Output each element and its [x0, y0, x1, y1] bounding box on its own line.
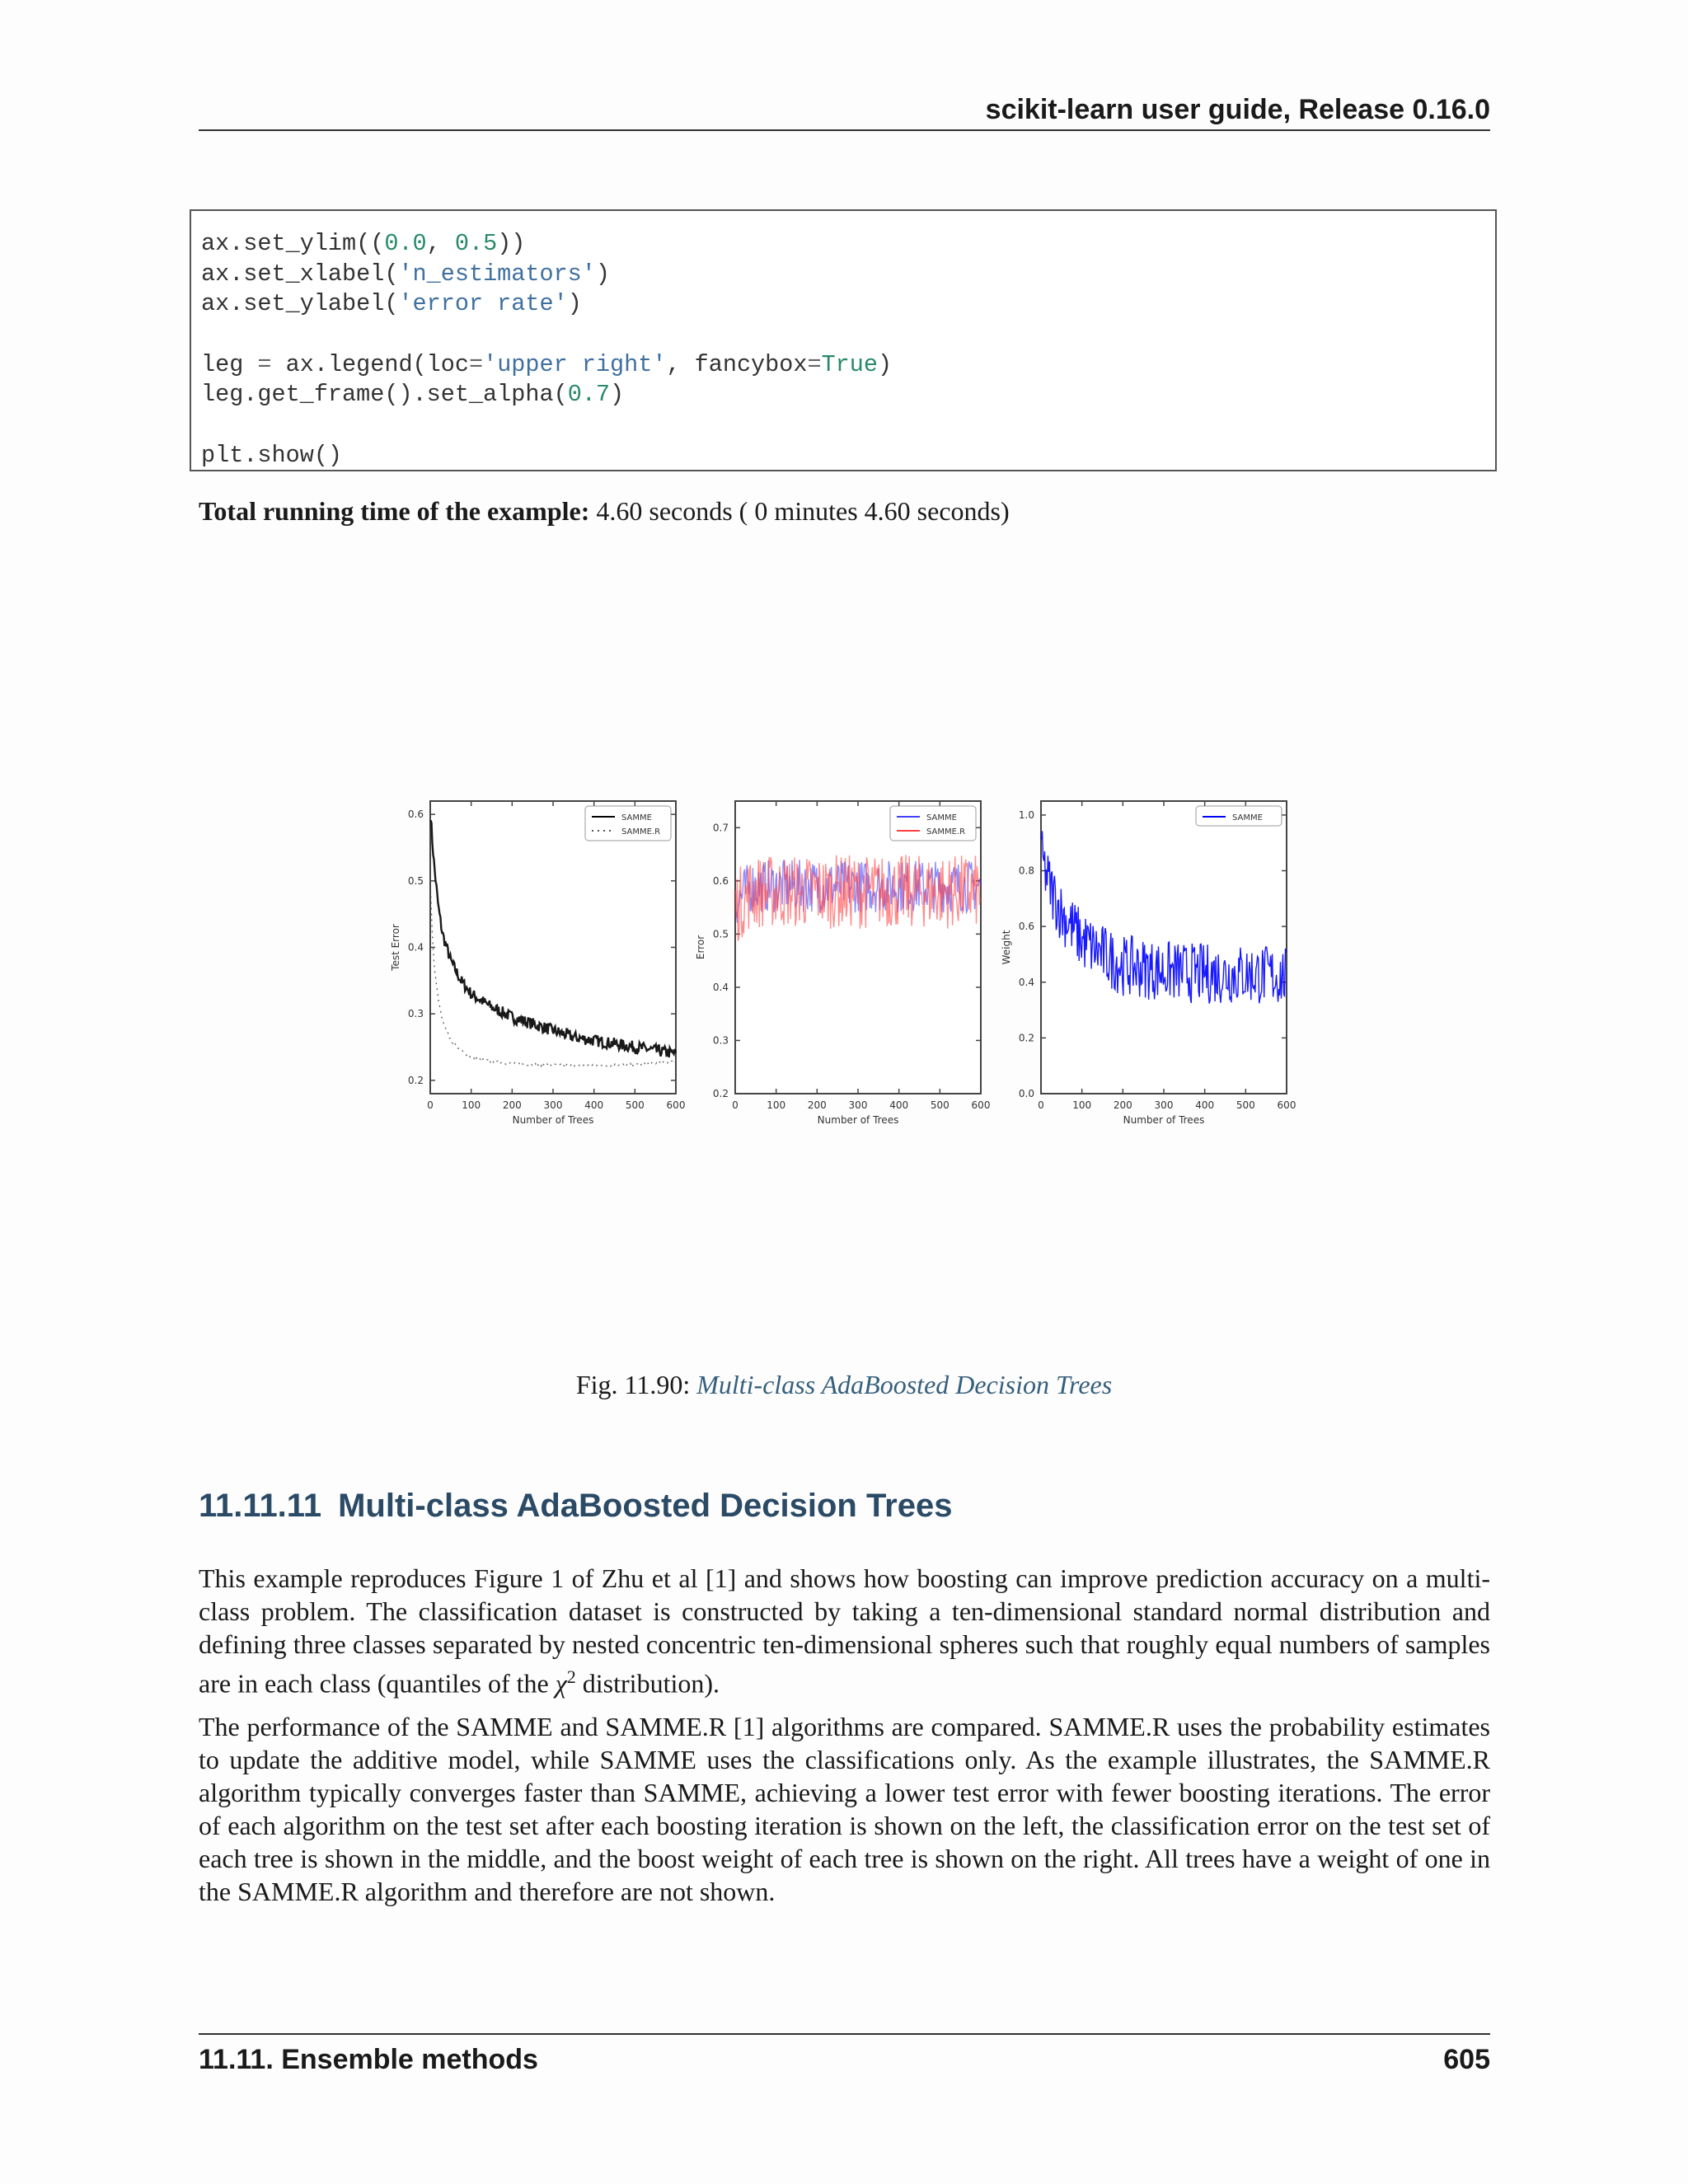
page-number: 605	[1443, 2044, 1490, 2075]
y-tick-label: 0.4	[407, 941, 424, 954]
y-tick-label: 0.4	[712, 981, 729, 993]
y-tick-label: 0.7	[712, 822, 729, 834]
x-tick-label: 400	[584, 1099, 604, 1111]
header-rule	[199, 129, 1490, 131]
footer-rule	[199, 2033, 1490, 2035]
x-tick-label: 500	[625, 1099, 645, 1111]
x-tick-label: 400	[889, 1099, 909, 1111]
x-tick-label: 0	[1038, 1099, 1044, 1111]
legend-entry: SAMME	[621, 813, 652, 823]
code-line-blank	[201, 410, 1495, 441]
legend-entry: SAMME.R	[926, 827, 966, 837]
legend	[890, 806, 976, 841]
y-tick-label: 0.6	[712, 874, 729, 887]
footer-section: 11.11. Ensemble methods	[199, 2044, 538, 2075]
running-time-label: Total running time of the example:	[199, 496, 590, 526]
x-tick-label: 200	[807, 1099, 827, 1111]
x-tick-label: 100	[1072, 1099, 1092, 1111]
y-tick-label: 1.0	[1018, 808, 1034, 821]
code-line: ax.set_ylim((0.0, 0.5))	[201, 230, 526, 257]
x-tick-label: 600	[666, 1099, 686, 1111]
paragraph-comparison: The performance of the SAMME and SAMME.R [1] algorithms are compared. SAMME.R uses the probability estimates to update the additive model, while SAMME uses the classifications only. As the example illustrates, the SAMME.R algorithm typically converges faster than SAMME, achieving a lower test error with fewer boosting iterations. The error of each algorithm on the test set after each boosting iteration is shown on the left, the classification error on the test set of each tree is shown in the middle, and the boost weight of each tree is shown on the right. All trees have a weight of one in the SAMME.R algorithm and therefore are not shown.	[199, 1712, 1490, 1906]
y-tick-label: 0.0	[1018, 1088, 1034, 1099]
x-tick-label: 300	[1154, 1099, 1174, 1111]
y-tick-label: 0.5	[712, 928, 729, 940]
y-tick-label: 0.2	[407, 1074, 424, 1086]
y-tick-label: 0.5	[407, 874, 424, 887]
section-number: 11.11.11	[199, 1488, 322, 1524]
x-axis-label: Number of Trees	[1123, 1114, 1205, 1126]
x-tick-label: 400	[1195, 1099, 1215, 1111]
x-tick-label: 200	[1113, 1099, 1132, 1111]
code-block	[190, 209, 1497, 471]
code-line: ax.set_xlabel('n_estimators')	[201, 260, 611, 288]
y-tick-label: 0.6	[407, 808, 424, 821]
code-line: ax.set_ylabel('error rate')	[201, 290, 582, 318]
y-axis-label: Weight	[1001, 930, 1012, 965]
y-axis-label: Test Error	[390, 924, 401, 971]
code-line: leg = ax.legend(loc='upper right', fancybox=True)	[201, 350, 893, 378]
figure-caption-link[interactable]: Multi-class AdaBoosted Decision Trees	[696, 1370, 1113, 1399]
y-tick-label: 0.6	[1018, 921, 1034, 933]
subplot-1	[390, 801, 685, 1126]
x-axis-label: Number of Trees	[512, 1114, 594, 1126]
x-tick-label: 0	[427, 1099, 434, 1111]
figure-caption: Fig. 11.90: Multi-class AdaBoosted Decision Trees	[575, 1370, 1113, 1399]
x-tick-label: 100	[462, 1099, 481, 1111]
y-tick-label: 0.3	[712, 1034, 729, 1047]
paragraph-intro: This example reproduces Figure 1 of Zhu et al [1] and shows how boosting can improve prediction accuracy on a multi-class problem. The classification dataset is constructed by taking a ten-dimensional standard normal distribution and defining three classes separated by nested concentric ten-dimensional spheres such that roughly equal numbers of samples are in each class (quantiles of the $\chi^2$ distribution).	[199, 1563, 1490, 1699]
x-tick-label: 300	[848, 1099, 868, 1111]
running-time-value: 4.60 seconds ( 0 minutes 4.60 seconds)	[589, 496, 1010, 526]
running-time	[199, 496, 1010, 527]
subplot-2	[695, 801, 990, 1126]
y-tick-label: 0.2	[1018, 1032, 1034, 1044]
legend	[585, 806, 671, 841]
running-header-title: scikit-learn user guide, Release 0.16.0	[985, 94, 1490, 125]
y-tick-label: 0.4	[1018, 976, 1034, 988]
code-line: plt.show()	[201, 441, 343, 469]
legend	[1196, 806, 1282, 826]
x-tick-label: 500	[1236, 1099, 1255, 1111]
x-axis-label: Number of Trees	[817, 1114, 899, 1126]
x-tick-label: 600	[971, 1099, 991, 1111]
x-tick-label: 0	[732, 1099, 738, 1111]
code-line-blank	[201, 320, 1495, 350]
y-tick-label: 0.2	[712, 1088, 729, 1099]
code-line: leg.get_frame().set_alpha(0.7)	[201, 381, 625, 409]
subplot-3	[1001, 801, 1296, 1126]
legend-entry: SAMME	[926, 813, 957, 823]
x-tick-label: 100	[767, 1099, 786, 1111]
adaboost-figure	[387, 791, 1302, 1137]
legend-entry: SAMME	[1232, 813, 1263, 823]
x-tick-label: 500	[930, 1099, 950, 1111]
y-tick-label: 0.3	[407, 1008, 424, 1020]
x-tick-label: 300	[543, 1099, 563, 1111]
legend-entry: SAMME.R	[621, 827, 661, 837]
chi-symbol: χ	[555, 1668, 567, 1699]
y-tick-label: 0.8	[1018, 865, 1034, 877]
x-tick-label: 600	[1277, 1099, 1296, 1111]
section-heading	[199, 1488, 952, 1525]
plot-frame	[735, 801, 981, 1094]
x-tick-label: 200	[502, 1099, 522, 1111]
section-title: Multi-class AdaBoosted Decision Trees	[338, 1488, 953, 1524]
y-axis-label: Error	[695, 935, 706, 960]
